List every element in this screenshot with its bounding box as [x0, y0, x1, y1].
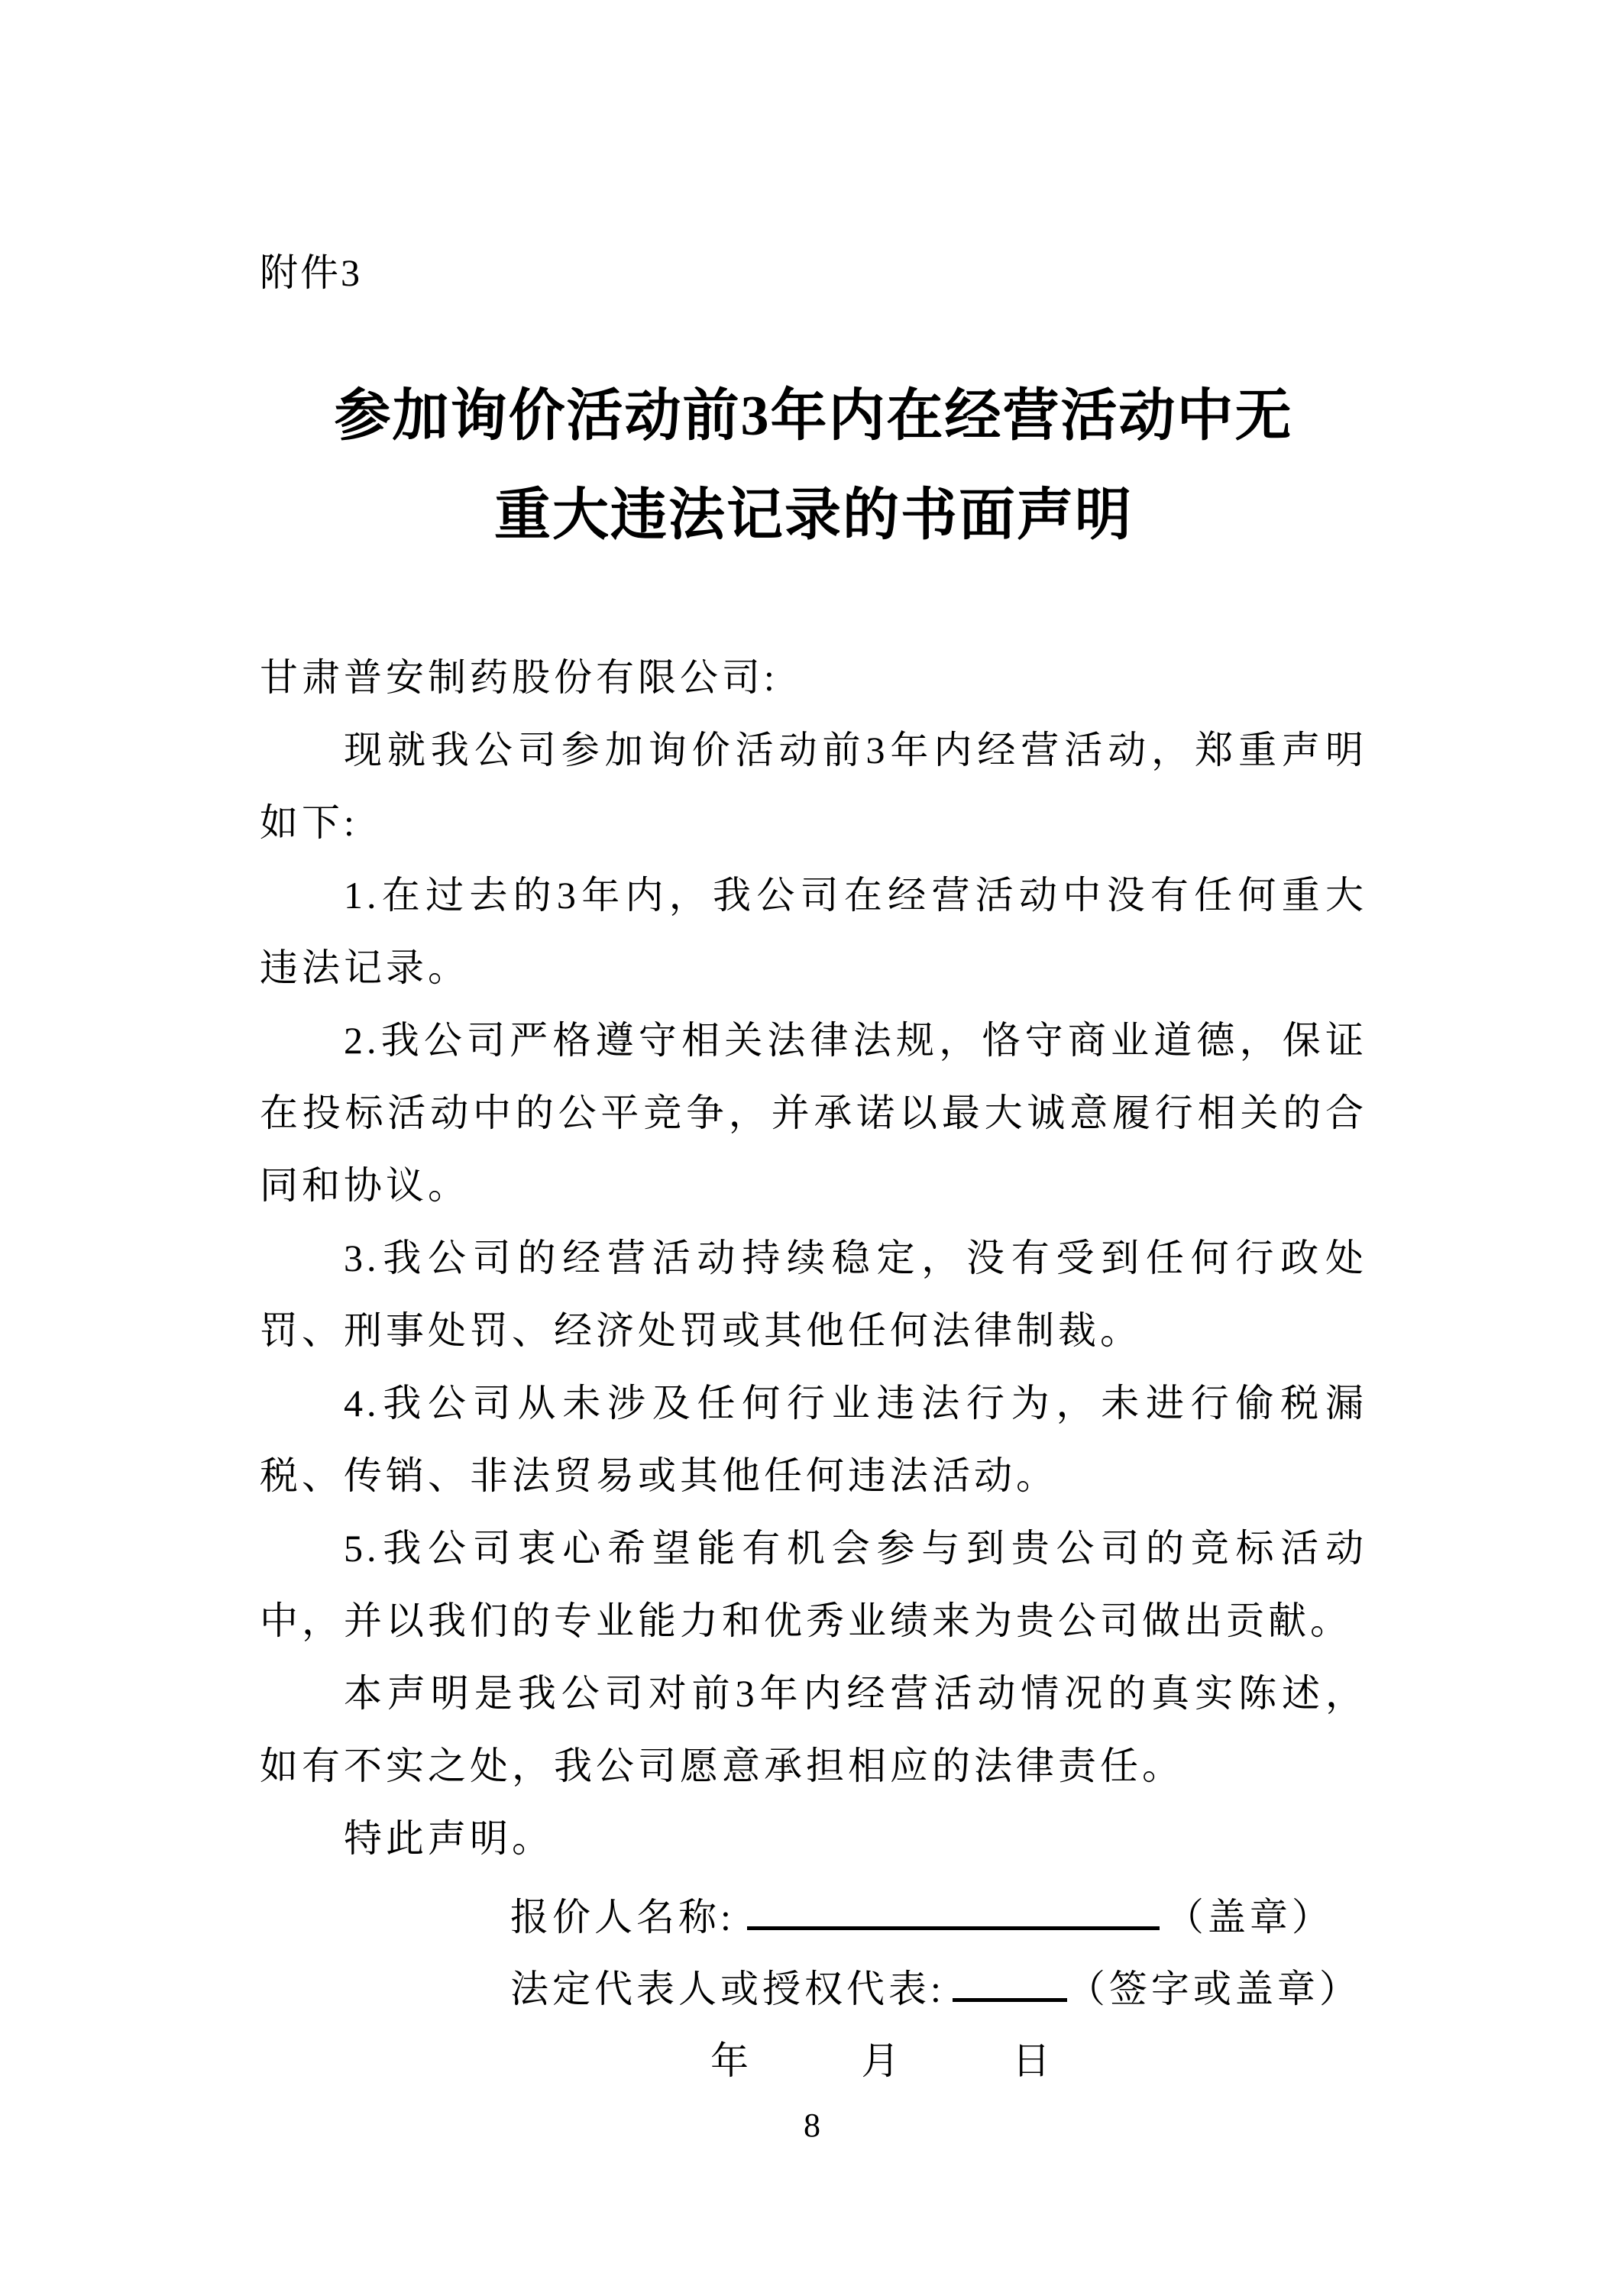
signature-block [260, 1881, 1367, 2097]
date-line [260, 2025, 1367, 2097]
date-day-label: 日 [1012, 2039, 1054, 2082]
date-year-label: 年 [710, 2039, 752, 2082]
closing-phrase: 特此声明。 [344, 1817, 554, 1860]
bidder-name-line [510, 1881, 1367, 1953]
representative-label: 法定代表人或授权代表: [510, 1968, 945, 2010]
declaration-item-4: 4.我公司从未涉及任何行业违法行为，未进行偷税漏税、传销、非法贸易或其他任何违法活动。 [260, 1382, 1367, 1497]
declaration-item-5: 5.我公司衷心希望能有机会参与到贵公司的竞标活动中，并以我们的专业能力和优秀业绩来为贵公司做出贡献。 [260, 1527, 1367, 1642]
document-body [260, 642, 1367, 1875]
date-month-label: 月 [861, 2039, 904, 2082]
declaration-item-1: 1.在过去的3年内，我公司在经营活动中没有任何重大违法记录。 [260, 874, 1367, 989]
declaration-item-3: 3.我公司的经营活动持续稳定，没有受到任何行政处罚、刑事处罚、经济处罚或其他任何法律制裁。 [260, 1237, 1367, 1352]
document-title-line1: 参加询价活动前3年内在经营活动中无 [334, 385, 1293, 448]
intro-paragraph: 现就我公司参加询价活动前3年内经营活动，郑重声明如下: [260, 729, 1367, 844]
representative-line [510, 1953, 1367, 2025]
representative-blank[interactable] [953, 1989, 1067, 2002]
representative-suffix: （签字或盖章） [1066, 1968, 1361, 2010]
page-number: 8 [804, 2107, 820, 2144]
declaration-item-2: 2.我公司严格遵守相关法律法规，恪守商业道德，保证在投标活动中的公平竞争，并承诺以最大诚意履行相关的合同和协议。 [260, 1019, 1367, 1207]
document-title-line2: 重大违法记录的书面声明 [494, 484, 1133, 547]
bidder-seal-suffix: （盖章） [1165, 1896, 1334, 1939]
document-title [260, 367, 1367, 565]
bidder-name-blank[interactable] [747, 1917, 1160, 1930]
bidder-name-label: 报价人名称: [510, 1896, 735, 1939]
closing-statement: 本声明是我公司对前3年内经营活动情况的真实陈述，如有不实之处，我公司愿意承担相应的法律责任。 [260, 1672, 1367, 1787]
salutation: 甘肃普安制药股份有限公司: [260, 656, 778, 699]
attachment-label: 附件3 [260, 251, 362, 294]
